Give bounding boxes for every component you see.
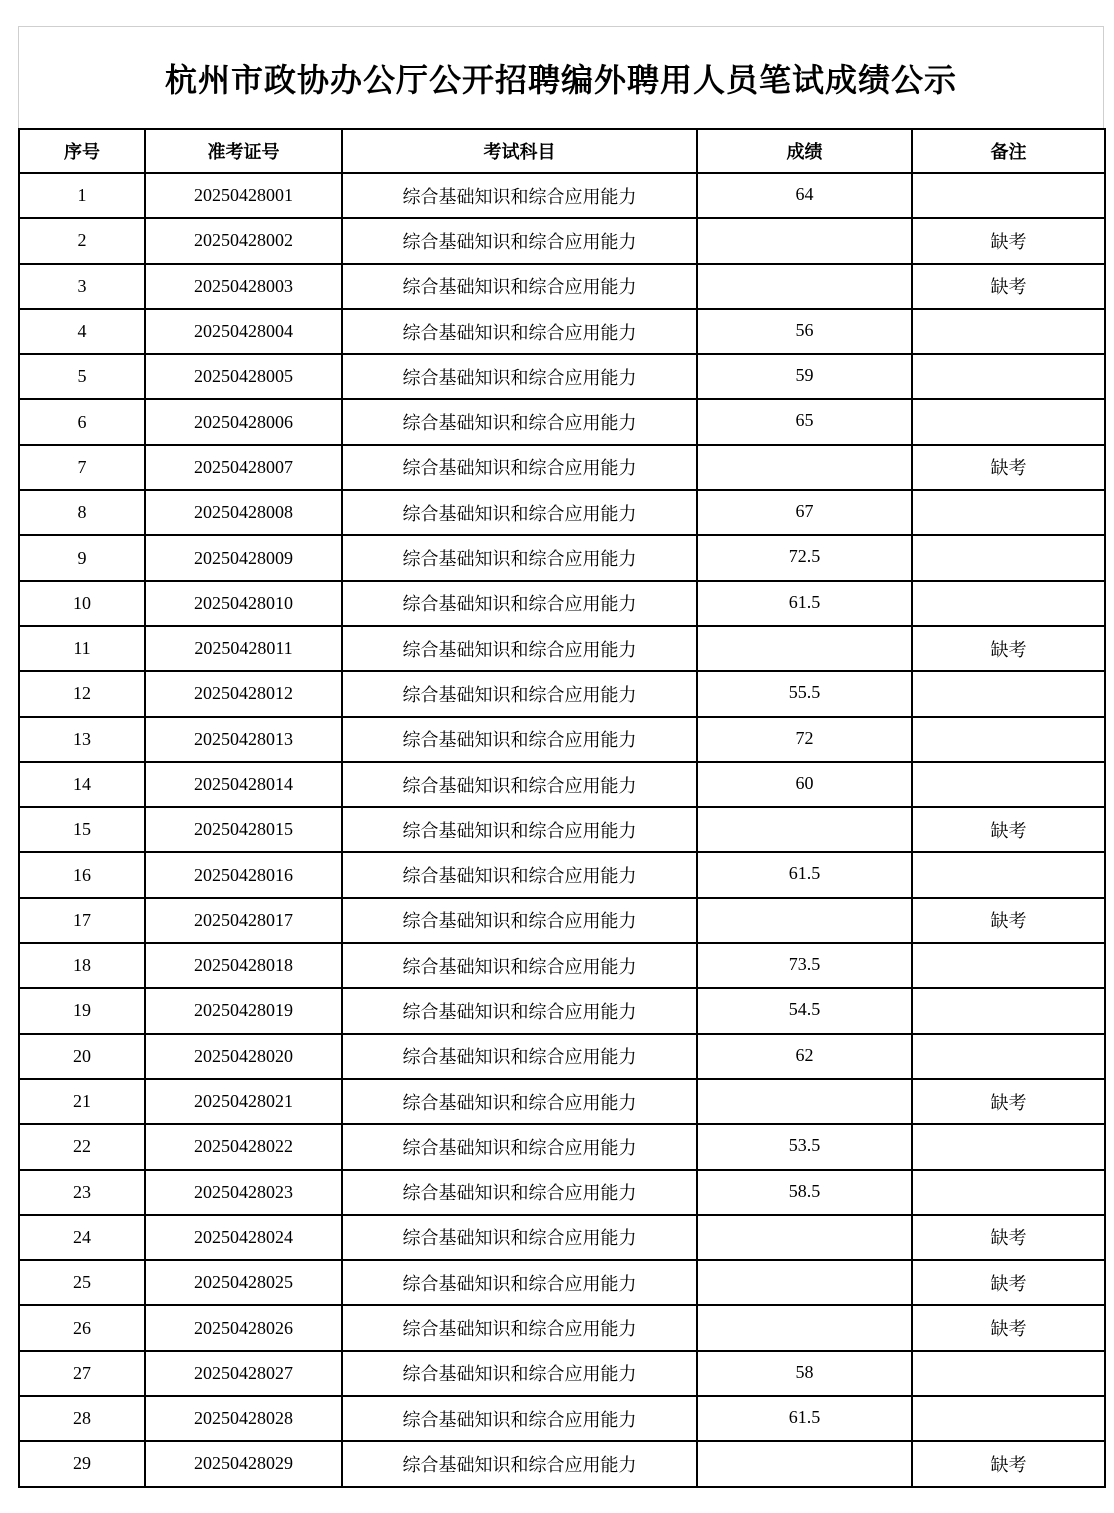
cell-serial: 24 <box>19 1215 145 1260</box>
title-banner <box>18 26 1104 128</box>
cell-ticket-number: 20250428014 <box>145 762 342 807</box>
cell-remark <box>912 173 1105 218</box>
table-row <box>19 1170 1105 1215</box>
cell-ticket-number: 20250428007 <box>145 445 342 490</box>
table-row <box>19 218 1105 263</box>
cell-serial: 7 <box>19 445 145 490</box>
cell-subject: 综合基础知识和综合应用能力 <box>342 717 697 762</box>
cell-score: 65 <box>697 399 912 444</box>
table-row <box>19 1215 1105 1260</box>
table-row <box>19 1396 1105 1441</box>
cell-serial: 27 <box>19 1351 145 1396</box>
cell-subject: 综合基础知识和综合应用能力 <box>342 1260 697 1305</box>
cell-serial: 19 <box>19 988 145 1033</box>
cell-serial: 20 <box>19 1034 145 1079</box>
cell-serial: 28 <box>19 1396 145 1441</box>
cell-remark: 缺考 <box>912 1441 1105 1486</box>
cell-subject: 综合基础知识和综合应用能力 <box>342 173 697 218</box>
cell-remark <box>912 309 1105 354</box>
cell-serial: 14 <box>19 762 145 807</box>
table-row <box>19 1351 1105 1396</box>
cell-ticket-number: 20250428019 <box>145 988 342 1033</box>
cell-ticket-number: 20250428005 <box>145 354 342 399</box>
cell-score: 62 <box>697 1034 912 1079</box>
cell-subject: 综合基础知识和综合应用能力 <box>342 671 697 716</box>
cell-remark <box>912 943 1105 988</box>
table-row <box>19 264 1105 309</box>
cell-score: 73.5 <box>697 943 912 988</box>
cell-subject: 综合基础知识和综合应用能力 <box>342 309 697 354</box>
cell-remark <box>912 399 1105 444</box>
cell-ticket-number: 20250428013 <box>145 717 342 762</box>
cell-subject: 综合基础知识和综合应用能力 <box>342 218 697 263</box>
cell-serial: 5 <box>19 354 145 399</box>
cell-score <box>697 1441 912 1486</box>
header-subject: 考试科目 <box>342 129 697 173</box>
cell-remark <box>912 852 1105 897</box>
table-row <box>19 354 1105 399</box>
cell-remark <box>912 671 1105 716</box>
cell-remark <box>912 1170 1105 1215</box>
cell-remark <box>912 1351 1105 1396</box>
cell-score: 64 <box>697 173 912 218</box>
cell-ticket-number: 20250428029 <box>145 1441 342 1486</box>
cell-score <box>697 1215 912 1260</box>
cell-score: 53.5 <box>697 1124 912 1169</box>
cell-score <box>697 1305 912 1350</box>
cell-remark: 缺考 <box>912 1260 1105 1305</box>
cell-score <box>697 445 912 490</box>
table-row <box>19 988 1105 1033</box>
cell-remark: 缺考 <box>912 1079 1105 1124</box>
table-body <box>19 173 1105 1487</box>
cell-score: 61.5 <box>697 581 912 626</box>
cell-serial: 25 <box>19 1260 145 1305</box>
cell-subject: 综合基础知识和综合应用能力 <box>342 1034 697 1079</box>
cell-remark: 缺考 <box>912 807 1105 852</box>
cell-remark <box>912 354 1105 399</box>
cell-remark: 缺考 <box>912 218 1105 263</box>
cell-score: 58 <box>697 1351 912 1396</box>
table-row <box>19 535 1105 580</box>
header-ticket-number: 准考证号 <box>145 129 342 173</box>
table-row <box>19 898 1105 943</box>
table-row <box>19 1441 1105 1486</box>
cell-serial: 10 <box>19 581 145 626</box>
cell-ticket-number: 20250428026 <box>145 1305 342 1350</box>
cell-remark <box>912 717 1105 762</box>
cell-subject: 综合基础知识和综合应用能力 <box>342 943 697 988</box>
table-row <box>19 852 1105 897</box>
table-row <box>19 717 1105 762</box>
cell-serial: 15 <box>19 807 145 852</box>
header-score: 成绩 <box>697 129 912 173</box>
cell-ticket-number: 20250428015 <box>145 807 342 852</box>
cell-ticket-number: 20250428027 <box>145 1351 342 1396</box>
cell-remark <box>912 1034 1105 1079</box>
cell-ticket-number: 20250428009 <box>145 535 342 580</box>
cell-serial: 18 <box>19 943 145 988</box>
cell-remark <box>912 535 1105 580</box>
cell-ticket-number: 20250428012 <box>145 671 342 716</box>
cell-subject: 综合基础知识和综合应用能力 <box>342 988 697 1033</box>
table-row <box>19 399 1105 444</box>
cell-score: 60 <box>697 762 912 807</box>
cell-score <box>697 1260 912 1305</box>
table-row <box>19 943 1105 988</box>
cell-ticket-number: 20250428017 <box>145 898 342 943</box>
cell-subject: 综合基础知识和综合应用能力 <box>342 626 697 671</box>
cell-serial: 17 <box>19 898 145 943</box>
cell-score: 59 <box>697 354 912 399</box>
header-remark: 备注 <box>912 129 1105 173</box>
table-row <box>19 173 1105 218</box>
cell-remark: 缺考 <box>912 264 1105 309</box>
cell-subject: 综合基础知识和综合应用能力 <box>342 762 697 807</box>
table-row <box>19 807 1105 852</box>
cell-ticket-number: 20250428025 <box>145 1260 342 1305</box>
cell-ticket-number: 20250428011 <box>145 626 342 671</box>
cell-score: 55.5 <box>697 671 912 716</box>
cell-remark <box>912 988 1105 1033</box>
table-row <box>19 445 1105 490</box>
cell-ticket-number: 20250428004 <box>145 309 342 354</box>
cell-subject: 综合基础知识和综合应用能力 <box>342 898 697 943</box>
cell-serial: 13 <box>19 717 145 762</box>
cell-serial: 21 <box>19 1079 145 1124</box>
cell-serial: 23 <box>19 1170 145 1215</box>
results-sheet <box>18 26 1104 1488</box>
cell-serial: 4 <box>19 309 145 354</box>
cell-remark <box>912 490 1105 535</box>
cell-ticket-number: 20250428021 <box>145 1079 342 1124</box>
cell-subject: 综合基础知识和综合应用能力 <box>342 1215 697 1260</box>
cell-ticket-number: 20250428023 <box>145 1170 342 1215</box>
cell-subject: 综合基础知识和综合应用能力 <box>342 1305 697 1350</box>
cell-ticket-number: 20250428024 <box>145 1215 342 1260</box>
table-row <box>19 1124 1105 1169</box>
cell-score: 58.5 <box>697 1170 912 1215</box>
table-row <box>19 1034 1105 1079</box>
cell-remark: 缺考 <box>912 1305 1105 1350</box>
cell-remark: 缺考 <box>912 898 1105 943</box>
cell-subject: 综合基础知识和综合应用能力 <box>342 807 697 852</box>
cell-score <box>697 1079 912 1124</box>
cell-score: 72 <box>697 717 912 762</box>
cell-score <box>697 626 912 671</box>
cell-subject: 综合基础知识和综合应用能力 <box>342 490 697 535</box>
cell-subject: 综合基础知识和综合应用能力 <box>342 354 697 399</box>
cell-serial: 22 <box>19 1124 145 1169</box>
table-row <box>19 671 1105 716</box>
cell-subject: 综合基础知识和综合应用能力 <box>342 1441 697 1486</box>
table-row <box>19 309 1105 354</box>
cell-ticket-number: 20250428028 <box>145 1396 342 1441</box>
cell-ticket-number: 20250428003 <box>145 264 342 309</box>
cell-score <box>697 264 912 309</box>
cell-serial: 1 <box>19 173 145 218</box>
page-title: 杭州市政协办公厅公开招聘编外聘用人员笔试成绩公示 <box>164 60 957 99</box>
cell-subject: 综合基础知识和综合应用能力 <box>342 1124 697 1169</box>
cell-subject: 综合基础知识和综合应用能力 <box>342 1396 697 1441</box>
cell-subject: 综合基础知识和综合应用能力 <box>342 1170 697 1215</box>
cell-ticket-number: 20250428010 <box>145 581 342 626</box>
cell-serial: 3 <box>19 264 145 309</box>
cell-serial: 6 <box>19 399 145 444</box>
cell-remark <box>912 581 1105 626</box>
cell-score: 67 <box>697 490 912 535</box>
cell-serial: 26 <box>19 1305 145 1350</box>
cell-subject: 综合基础知识和综合应用能力 <box>342 445 697 490</box>
cell-serial: 11 <box>19 626 145 671</box>
cell-score: 72.5 <box>697 535 912 580</box>
cell-subject: 综合基础知识和综合应用能力 <box>342 852 697 897</box>
cell-subject: 综合基础知识和综合应用能力 <box>342 399 697 444</box>
cell-subject: 综合基础知识和综合应用能力 <box>342 1351 697 1396</box>
cell-score: 61.5 <box>697 852 912 897</box>
table-row <box>19 581 1105 626</box>
cell-ticket-number: 20250428022 <box>145 1124 342 1169</box>
cell-serial: 12 <box>19 671 145 716</box>
cell-score: 54.5 <box>697 988 912 1033</box>
cell-ticket-number: 20250428008 <box>145 490 342 535</box>
cell-remark <box>912 762 1105 807</box>
table-row <box>19 1305 1105 1350</box>
cell-ticket-number: 20250428018 <box>145 943 342 988</box>
cell-remark: 缺考 <box>912 445 1105 490</box>
cell-remark <box>912 1124 1105 1169</box>
cell-serial: 2 <box>19 218 145 263</box>
cell-ticket-number: 20250428016 <box>145 852 342 897</box>
cell-serial: 9 <box>19 535 145 580</box>
cell-serial: 29 <box>19 1441 145 1486</box>
results-table <box>18 128 1106 1488</box>
cell-ticket-number: 20250428002 <box>145 218 342 263</box>
cell-subject: 综合基础知识和综合应用能力 <box>342 535 697 580</box>
table-row <box>19 762 1105 807</box>
cell-serial: 16 <box>19 852 145 897</box>
cell-score <box>697 807 912 852</box>
cell-score: 56 <box>697 309 912 354</box>
cell-remark: 缺考 <box>912 1215 1105 1260</box>
cell-remark: 缺考 <box>912 626 1105 671</box>
cell-subject: 综合基础知识和综合应用能力 <box>342 581 697 626</box>
table-row <box>19 1260 1105 1305</box>
cell-ticket-number: 20250428020 <box>145 1034 342 1079</box>
cell-ticket-number: 20250428006 <box>145 399 342 444</box>
table-header-row <box>19 129 1105 173</box>
cell-score: 61.5 <box>697 1396 912 1441</box>
cell-serial: 8 <box>19 490 145 535</box>
table-row <box>19 1079 1105 1124</box>
cell-subject: 综合基础知识和综合应用能力 <box>342 264 697 309</box>
cell-ticket-number: 20250428001 <box>145 173 342 218</box>
cell-subject: 综合基础知识和综合应用能力 <box>342 1079 697 1124</box>
table-row <box>19 490 1105 535</box>
header-serial: 序号 <box>19 129 145 173</box>
cell-score <box>697 898 912 943</box>
cell-remark <box>912 1396 1105 1441</box>
table-row <box>19 626 1105 671</box>
cell-score <box>697 218 912 263</box>
